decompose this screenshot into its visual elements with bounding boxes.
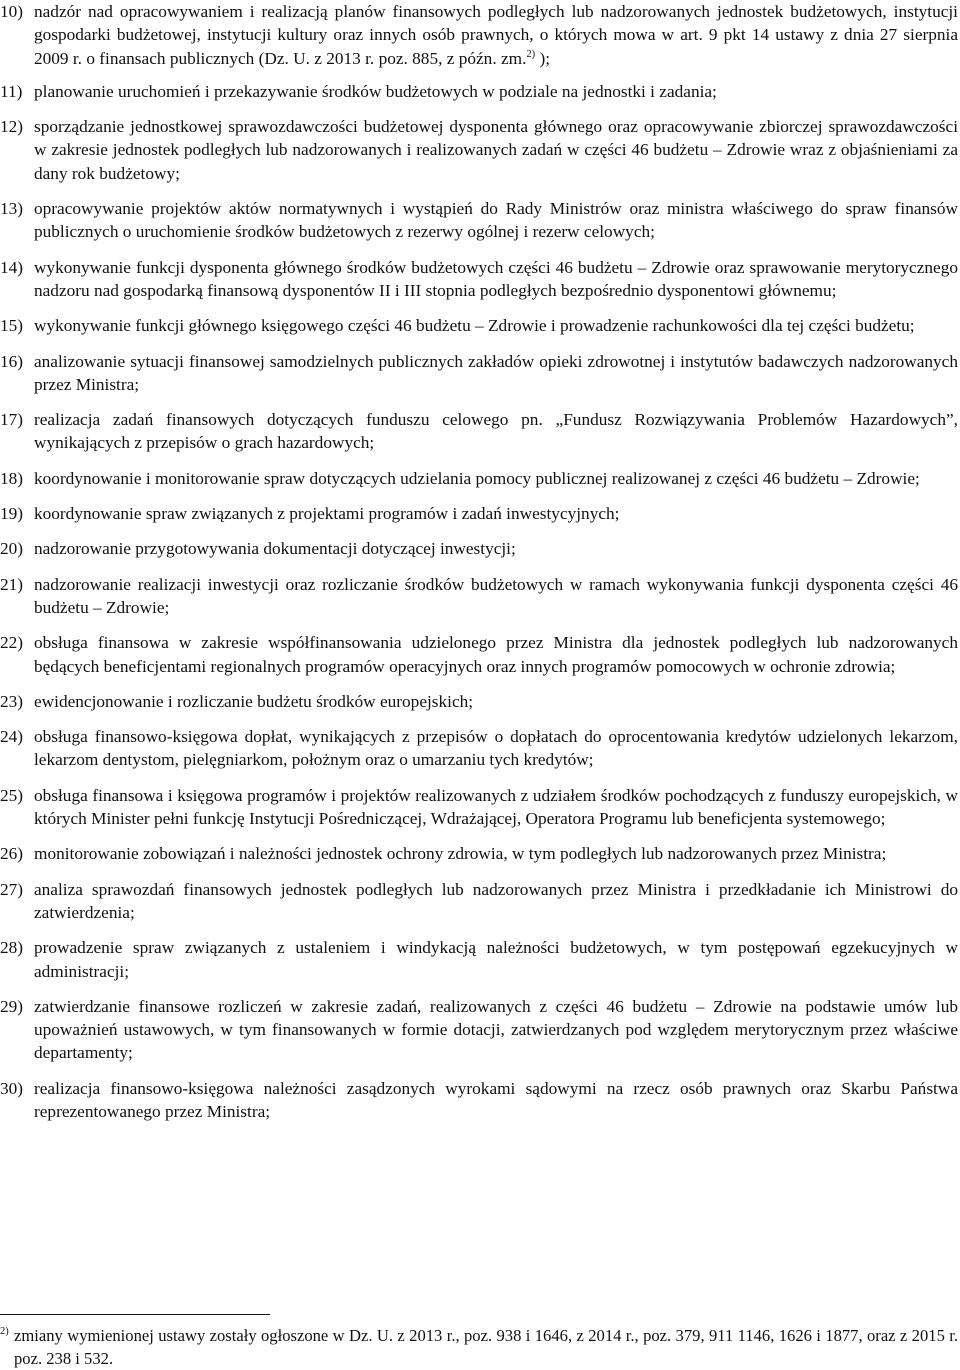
list-item-number: 23) (0, 691, 24, 711)
list-item-text: sporządzanie jednostkowej sprawozdawczości budżetowej dysponenta głównego oraz opracowywanie zbiorczej sprawozdawczości w zakresie jednostek podległych lub nadzorowanych i realizowanych zadań w części 46 budżetu – Zdrowie wraz z objaśnieniami za dany rok budżetowy; (34, 117, 958, 183)
list-item (0, 80, 960, 103)
list-item-number: 16) (0, 351, 24, 371)
list-item (0, 784, 960, 831)
list-item (0, 115, 960, 185)
list-item (0, 573, 960, 620)
list-item-number: 30) (0, 1078, 24, 1098)
list-item-number: 14) (0, 257, 24, 277)
list-item-text: analiza sprawozdań finansowych jednostek podległych lub nadzorowanych przez Ministra i przedkładanie ich Ministrowi do zatwierdzenia; (34, 879, 958, 922)
list-item (0, 314, 960, 337)
list-item (0, 502, 960, 525)
list-item-number: 25) (0, 785, 24, 805)
list-item (0, 690, 960, 713)
list-item-number: 29) (0, 996, 24, 1016)
list-item-number: 22) (0, 633, 24, 653)
list-item-number: 20) (0, 539, 24, 559)
list-item-text: obsługa finansowa w zakresie współfinansowania udzielonego przez Ministra dla jednostek podległych lub nadzorowanych będących beneficjentami regionalnych programów operacyjnych oraz innych programów pomocowych w ochronie zdrowia; (34, 633, 958, 676)
list-item-number: 21) (0, 574, 24, 594)
list-item-number: 26) (0, 844, 24, 864)
list-item-text: ewidencjonowanie i rozliczanie budżetu środków europejskich; (34, 691, 474, 711)
list-item (0, 1077, 960, 1124)
list-item (0, 936, 960, 983)
list-item-text: nadzorowanie realizacji inwestycji oraz rozliczanie środków budżetowych w ramach wykonywania funkcji dysponenta części 46 budżetu – Zdrowie; (34, 574, 958, 617)
list-item-number: 19) (0, 504, 24, 524)
list-item-text: realizacja zadań finansowych dotyczących funduszu celowego pn. „Fundusz Rozwiązywania Problemów Hazardowych”, wynikających z przepisów o grach hazardowych; (34, 410, 958, 453)
list-item-number: 10) (0, 2, 24, 21)
list-item-number: 11) (0, 81, 23, 101)
list-item (0, 725, 960, 772)
list-item (0, 995, 960, 1065)
list-item (0, 0, 960, 70)
list-item (0, 350, 960, 397)
list-item-text: opracowywanie projektów aktów normatywnych i wystąpień do Rady Ministrów oraz ministra właściwego do spraw finansów publicznych o uruchomienie środków budżetowych z rezerwy ogólnej i rezerw celowych; (34, 199, 958, 242)
list-item-number: 15) (0, 316, 24, 336)
list-item-text: planowanie uruchomień i przekazywanie środków budżetowych w podziale na jednostki i zadania; (34, 81, 717, 101)
footnote-separator (0, 1314, 270, 1315)
list-item-number: 12) (0, 117, 24, 137)
list-item-number: 13) (0, 199, 24, 219)
list-item-text: obsługa finansowo-księgowa dopłat, wynikających z przepisów o dopłatach do oprocentowania kredytów udzielonych lekarzom, lekarzom dentystom, pielęgniarkom, położnym oraz o umarzaniu tych kredytów; (34, 727, 958, 770)
list-item-text: prowadzenie spraw związanych z ustaleniem i windykacją należności budżetowych, w tym postępowań egzekucyjnych w administracji; (34, 938, 958, 981)
list-item-text: monitorowanie zobowiązań i należności jednostek ochrony zdrowia, w tym podległych lub nadzorowanych przez Ministra; (34, 844, 887, 864)
list-item (0, 842, 960, 865)
list-item (0, 256, 960, 303)
list-item-text: nadzorowanie przygotowywania dokumentacji dotyczącej inwestycji; (34, 539, 516, 559)
list-item-text: nadzór nad opracowywaniem i realizacją planów finansowych podległych lub nadzorowanych jednostek budżetowych, instytucji gospodarki budżetowej, instytucji kultury oraz innych osób prawnych, o których mowa w art. 9 pkt 14 ustawy z dnia 27 sierpnia 2009 r. o finansach publicznych (Dz. U. z 2013 r. poz. 885, z późn. zm.$^{2)}$ ); (34, 2, 958, 68)
list-item-text: wykonywanie funkcji głównego księgowego części 46 budżetu – Zdrowie i prowadzenie rachunkowości dla tej części budżetu; (34, 316, 915, 336)
list-item-text: koordynowanie i monitorowanie spraw dotyczących udzielania pomocy publicznej realizowanej z części 46 budżetu – Zdrowie; (34, 468, 920, 488)
list-item (0, 467, 960, 490)
list-item (0, 197, 960, 244)
list-item-number: 27) (0, 879, 24, 899)
list-item-number: 28) (0, 938, 24, 958)
footnote (0, 1324, 960, 1370)
list-item-text: koordynowanie spraw związanych z projektami programów i zadań inwestycyjnych; (34, 504, 620, 524)
list-item-text: realizacja finansowo-księgowa należności zasądzonych wyrokami sądowymi na rzecz osób prawnych oraz Skarbu Państwa reprezentowanego przez Ministra; (34, 1078, 958, 1121)
list-item-number: 18) (0, 468, 24, 488)
list-item (0, 631, 960, 678)
list-item-text: wykonywanie funkcji dysponenta głównego środków budżetowych części 46 budżetu – Zdrowie oraz sprawowanie merytorycznego nadzoru nad gospodarką finansową dysponentów II i III stopnia podległych bezpośrednio dysponentowi głównemu; (34, 257, 958, 300)
list-item (0, 408, 960, 455)
list-item-number: 24) (0, 727, 24, 747)
footnote-reference: 2) (526, 48, 536, 60)
list-item-text: analizowanie sytuacji finansowej samodzielnych publicznych zakładów opieki zdrowotnej i instytutów badawczych nadzorowanych przez Ministra; (34, 351, 958, 394)
list-item (0, 537, 960, 560)
list-item-text: obsługa finansowa i księgowa programów i projektów realizowanych z udziałem środków pochodzących z funduszy europejskich, w których Minister pełni funkcję Instytucji Pośredniczącej, Wdrażającej, Operatora Programu lub beneficjenta systemowego; (34, 785, 958, 829)
list-item-number: 17) (0, 410, 24, 430)
list-item-text: zatwierdzanie finansowe rozliczeń w zakresie zadań, realizowanych z części 46 budżetu – Zdrowie na podstawie umów lub upoważnień ustawowych, w tym finansowanych w formie dotacji, zatwierdzanych pod względem merytorycznym przez właściwe departamenty; (34, 996, 958, 1063)
footnote-mark: 2) (0, 1326, 9, 1337)
footnote-text: zmiany wymienionej ustawy zostały ogłoszone w Dz. U. z 2013 r., poz. 938 i 1646, z 2014 r., poz. 379, 911 1146, 1626 i 1877, oraz z 2015 r. poz. 238 i 532. (14, 1326, 958, 1368)
list-item (0, 878, 960, 925)
